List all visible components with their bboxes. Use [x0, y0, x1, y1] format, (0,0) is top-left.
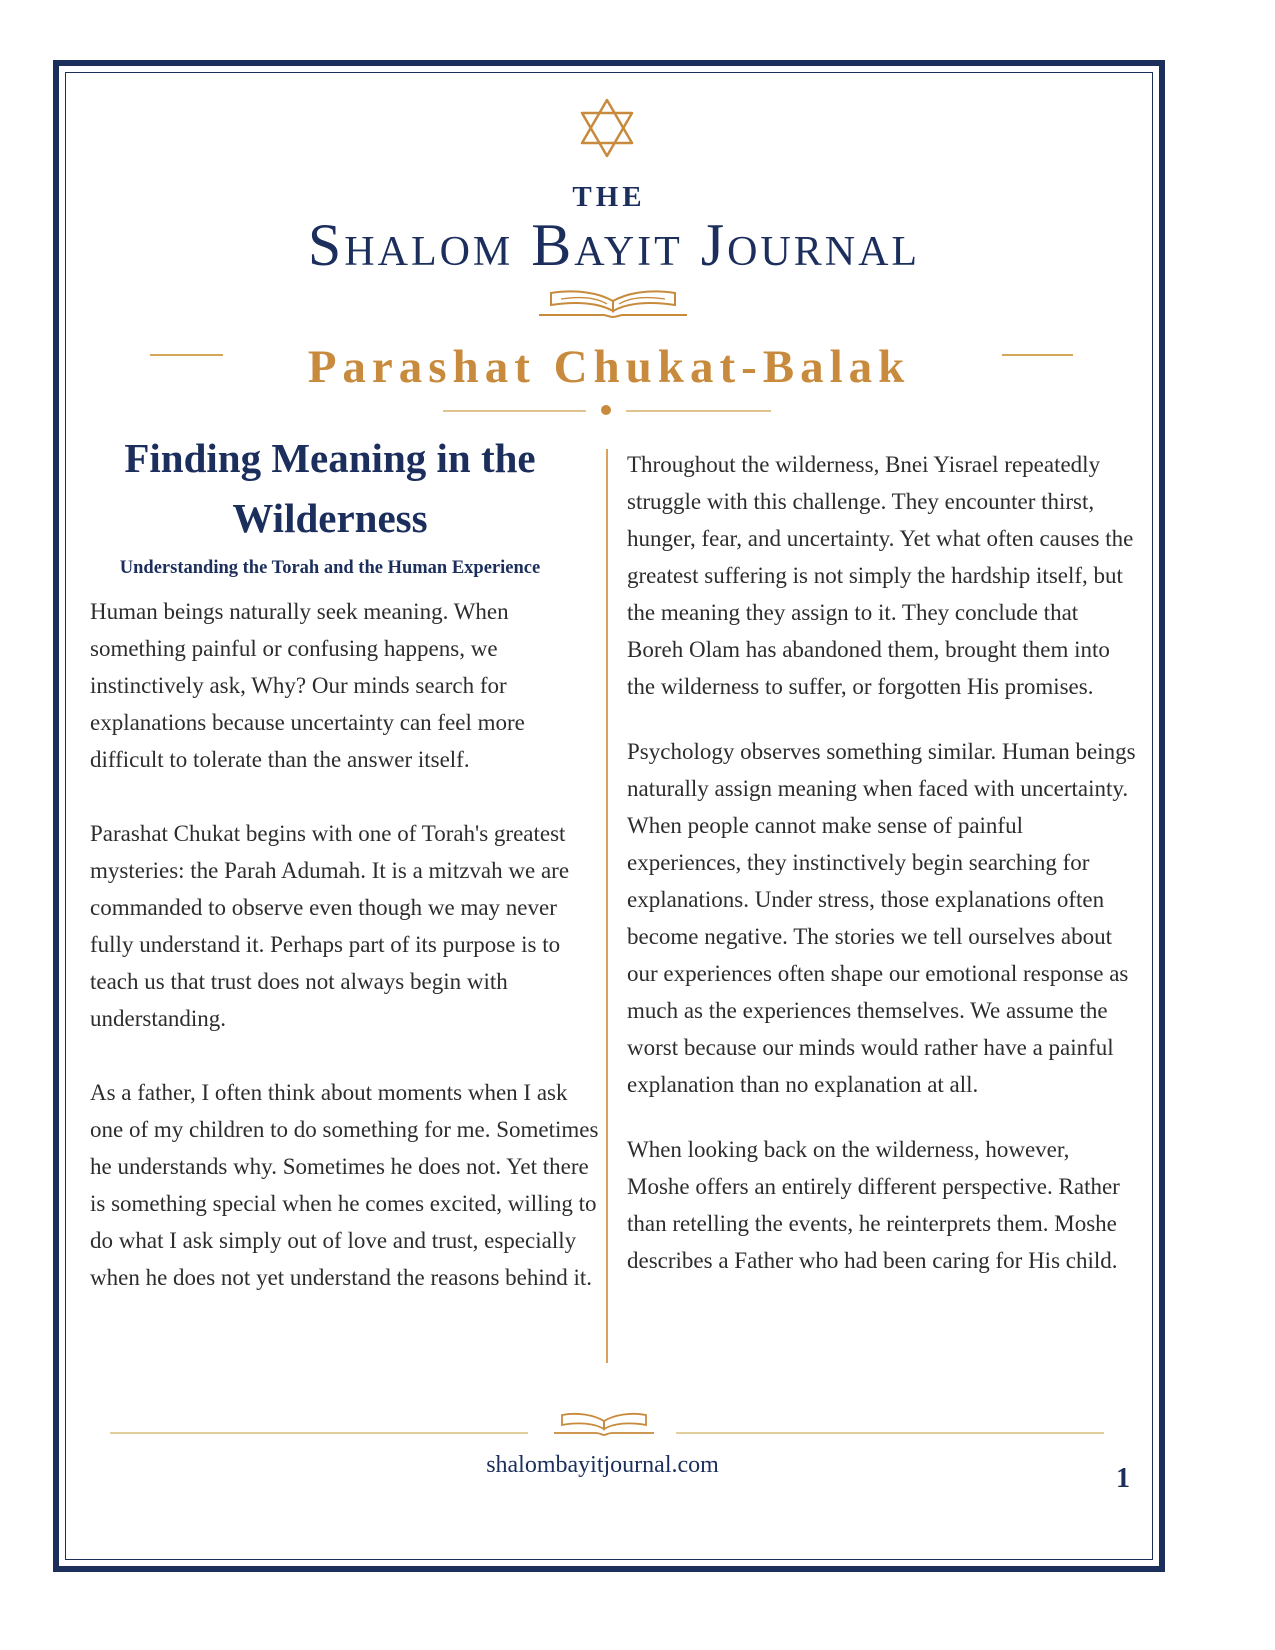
open-book-icon — [552, 1410, 656, 1436]
star-of-david-icon — [577, 97, 637, 159]
page-number: 1 — [1116, 1463, 1130, 1494]
paragraph: Human beings naturally seek meaning. When something painful or confusing happens, we instinctively ask, Why? Our minds search for explanations because uncertainty can feel more difficult to tolerate than the answer itself. — [90, 599, 525, 772]
divider-rule-left — [443, 410, 586, 412]
parashah-title: Parashat Chukat-Balak — [307, 341, 911, 393]
paragraph: Parashat Chukat begins with one of Torah's greatest mysteries: the Parah Adumah. It is a mitzvah we are commanded to observe even though we may never fully understand it. Perhaps part of its purpose is to teach us that trust does not always begin with understanding. — [90, 821, 570, 1031]
divider-rule-right — [626, 410, 771, 412]
article-title — [90, 428, 570, 548]
paragraph: When looking back on the wilderness, however, Moshe offers an entirely different perspective. Rather than retelling the events, he reinterprets them. Moshe describes a Father who had been caring for His child. — [627, 1137, 1120, 1273]
paragraph: As a father, I often think about moments when I ask one of my children to do something for me. Sometimes he understands why. Sometimes he does not. Yet there is something special when he comes excited, willing to do what I ask simply out of love and trust, especially when he does not yet understand the reasons behind it. — [90, 1080, 599, 1290]
masthead-title: Shalom Bayit Journal — [307, 212, 921, 278]
footer-rule-left — [110, 1432, 528, 1434]
open-book-icon — [537, 285, 689, 319]
paragraph: Psychology observes something similar. Human beings naturally assign meaning when faced with uncertainty. When people cannot make sense of painful experiences, they instinctively begin searching for explanations. Under stress, those explanations often become negative. The stories we tell ourselves about our experiences often shape our emotional response as much as the experiences themselves. We assume the worst because our minds would rather have a painful explanation than no explanation at all. — [627, 739, 1136, 1097]
footer-rule-right — [676, 1432, 1104, 1434]
left-column — [90, 593, 600, 1296]
column-divider — [606, 449, 608, 1363]
article-title-line-1: Finding Meaning in the — [124, 435, 536, 481]
divider-dot — [601, 405, 611, 415]
article-subtitle: Understanding the Torah and the Human Experience — [119, 558, 541, 578]
paragraph: Throughout the wilderness, Bnei Yisrael repeatedly struggle with this challenge. They encounter thirst, hunger, fear, and uncertainty. Yet what often causes the greatest suffering is not simply the hardship itself, but the meaning they assign to it. They conclude that Boreh Olam has abandoned them, brought them into the wilderness to suffer, or forgotten His promises. — [627, 452, 1134, 699]
article-title-line-2: Wilderness — [232, 495, 428, 541]
right-column — [627, 446, 1137, 1279]
footer-website-link[interactable]: shalombayitjournal.com — [486, 1452, 719, 1478]
masthead-the: THE — [572, 181, 646, 213]
